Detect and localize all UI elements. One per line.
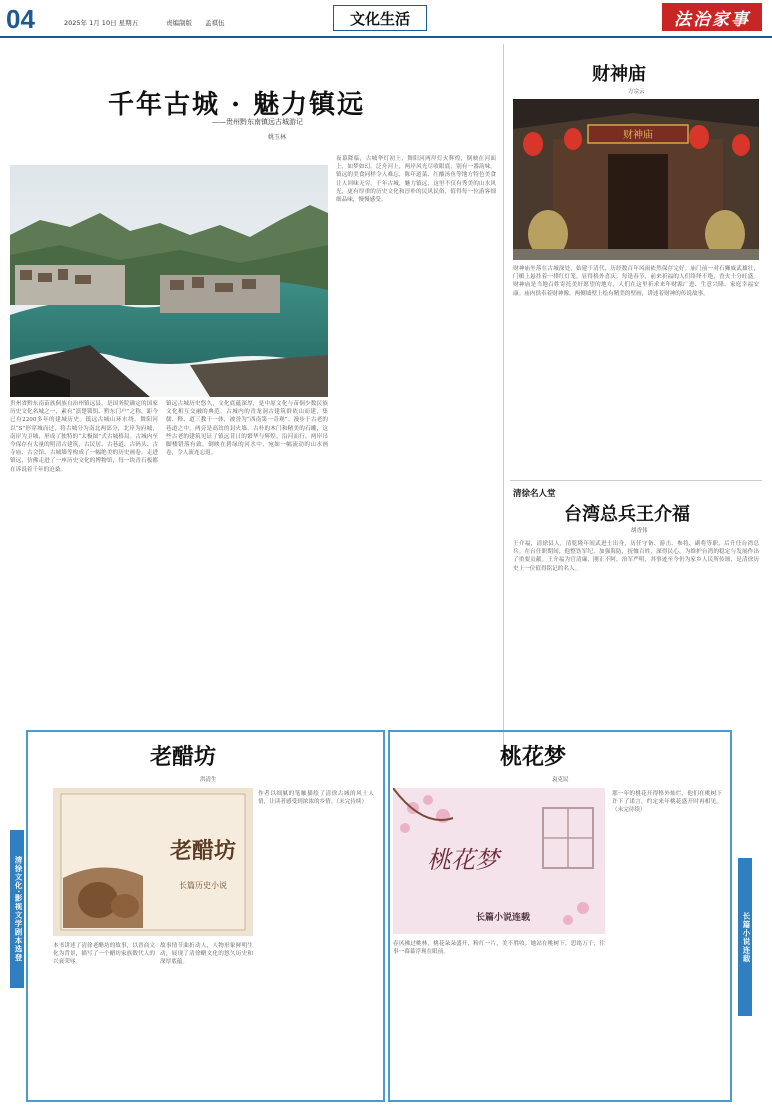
bottom-left-body-c: 作者以细腻的笔触描绘了清徐古城的风土人情，让读者感受到浓浓的乡情。（未完待续） bbox=[258, 791, 374, 806]
taohuameng-cover-title: 桃花梦 bbox=[427, 846, 499, 874]
laocufang-book-cover bbox=[53, 788, 253, 936]
temple-article-author: 方宗云 bbox=[628, 89, 645, 95]
taiwan-article-kicker: 清徐名人堂 bbox=[513, 489, 556, 499]
temple-article-title: 财神庙 bbox=[592, 64, 646, 85]
page-header bbox=[0, 0, 772, 38]
bottom-right-body-b: 那一年的桃花开得格外灿烂，他们在桃树下许下了诺言，约定来年桃花盛开时再相见。（未完待续） bbox=[612, 791, 722, 814]
bottom-left-title: 老醋坊 bbox=[150, 744, 217, 770]
laocufang-cover-title: 老醋坊 bbox=[169, 838, 237, 864]
main-article-subtitle: ——贵州黔东南镇远古城游记 bbox=[212, 118, 303, 126]
column-divider bbox=[503, 44, 504, 760]
bottom-right-side-tag: 长篇小说连载 bbox=[738, 858, 752, 1016]
bottom-left-side-tag: 清徐文化·影视文学剧本选登 bbox=[10, 830, 24, 988]
bottom-left-author: 洪清生 bbox=[200, 777, 217, 783]
issue-date: 2025年 1月 10日 星期五 bbox=[64, 19, 139, 27]
main-article-col2: 镇远古城历史悠久，文化底蕴深厚，是中原文化与苗侗少数民族文化相互交融的典范。古城内的青龙洞古建筑群依山而建，集儒、释、道三教于一体，被誉为“西南第一奇观”。漫步于古老的巷道之中，两旁是高耸的封火墙、古朴的木门和精美的石雕，这些古老的建筑见证了镇远昔日的繁华与辉煌。沿河而行，两岸吊脚楼错落有致，倒映在碧绿的河水中，宛如一幅流动的山水画卷，令人流连忘返。 bbox=[166, 401, 328, 457]
section-title: 文化生活 bbox=[333, 5, 427, 31]
temple-sign-text: 财神庙 bbox=[623, 130, 653, 141]
taiwan-article-author: 胡香伟 bbox=[631, 528, 648, 534]
main-article-col1: 贵州省黔东南苗族侗族自治州镇远县，是国务院确定的国家历史文化名城之一，素有“滇楚锁钥、黔东门户”之称，距今已有2200多年的建城历史。镇远古城山环水绕，舞阳河以“S”形穿城而过，将古城分为南北两部分，北岸为府城，南岸为卫城，形成了独特的“太极图”式古城格局。古城内至今保存有大量的明清古建筑，古民居、古巷道、古码头、古寺庙、古会馆、古城墙等构成了一幅绝美的历史画卷。走进镇远，仿佛走进了一座历史文化的博物馆，每一块青石板都在诉说着千年的沧桑。 bbox=[10, 401, 158, 473]
main-article-title: 千年古城 · 魅力镇远 bbox=[108, 90, 366, 120]
taohuameng-book-cover bbox=[393, 788, 605, 934]
temple-photo bbox=[513, 99, 759, 260]
bottom-right-body-a: 春风拂过桃林，桃花朵朵盛开，粉红一片，美不胜收。她站在桃树下，思绪万千，往事一幕幕浮现在眼前。 bbox=[393, 941, 605, 956]
taohuameng-cover-subtitle: 长篇小说连载 bbox=[475, 913, 531, 923]
bottom-right-title: 桃花梦 bbox=[500, 744, 567, 770]
taiwan-article-body: 王介福，清徐县人，清乾隆年间武进士出身，历任守备、游击、参将、副将等职，后升任台湾总兵。在台任职期间，他整饬军纪，加强海防，抚恤百姓，深得民心，为维护台湾的稳定与发展作出了重要贡献。王介福为官清廉，刚正不阿，治军严明，其事迹至今仍为家乡人民所传颂，是清徐历史上一位值得铭记的名人。 bbox=[513, 541, 759, 572]
page-number: 04 bbox=[6, 4, 35, 34]
temple-article-body: 财神庙坐落在古城深处，始建于清代，历经数百年风雨依然保存完好。庙门前一对石狮威武雄壮，门楣上悬挂着一排红灯笼，显得格外喜庆。每逢春节，前来祈福的人们络绎不绝，香火十分旺盛。财神庙是当地百姓寄托美好愿望的地方，人们在这里祈求来年财源广进、生意兴隆、家庭幸福安康。庙内供奉着财神像，两侧墙壁上绘有精美的壁画，讲述着财神的传说故事。 bbox=[513, 266, 759, 297]
main-article-col3: 夜幕降临，古城华灯初上，舞阳河两岸灯火辉煌，倒映在河面上，如梦如幻。泛舟河上，两岸风光尽收眼底，别有一番韵味。镇远的美食同样令人难忘，陈年道菜、红酸汤鱼等地方特色美食让人回味无穷。千年古城，魅力镇远，这里不仅有秀美的山水风光，更有厚重的历史文化和淳朴的民风民俗，值得每一位游客细细品味，慢慢感受。 bbox=[336, 156, 496, 204]
taiwan-article-title: 台湾总兵王介福 bbox=[564, 504, 690, 525]
temple-bottom-divider bbox=[510, 480, 762, 481]
ancient-town-photo bbox=[10, 165, 328, 397]
bottom-left-body-b: 故事情节曲折动人，人物形象鲜明生动，展现了清徐醋文化的悠久历史和深厚底蕴。 bbox=[160, 943, 253, 966]
editor-name: 孟祺伍 bbox=[205, 19, 225, 27]
laocufang-cover-subtitle: 长篇历史小说 bbox=[179, 881, 227, 890]
bottom-right-author: 袁克民 bbox=[552, 777, 569, 783]
editor-label: 责编制版 bbox=[166, 19, 192, 27]
main-article-author: 姚玉林 bbox=[268, 134, 287, 141]
masthead-logo: 法治家事 bbox=[662, 3, 762, 31]
bottom-left-body-a: 本书讲述了清徐老醋坊的故事，以晋商文化为背景，描写了一个醋坊家族数代人的兴衰荣辱。 bbox=[53, 943, 155, 966]
